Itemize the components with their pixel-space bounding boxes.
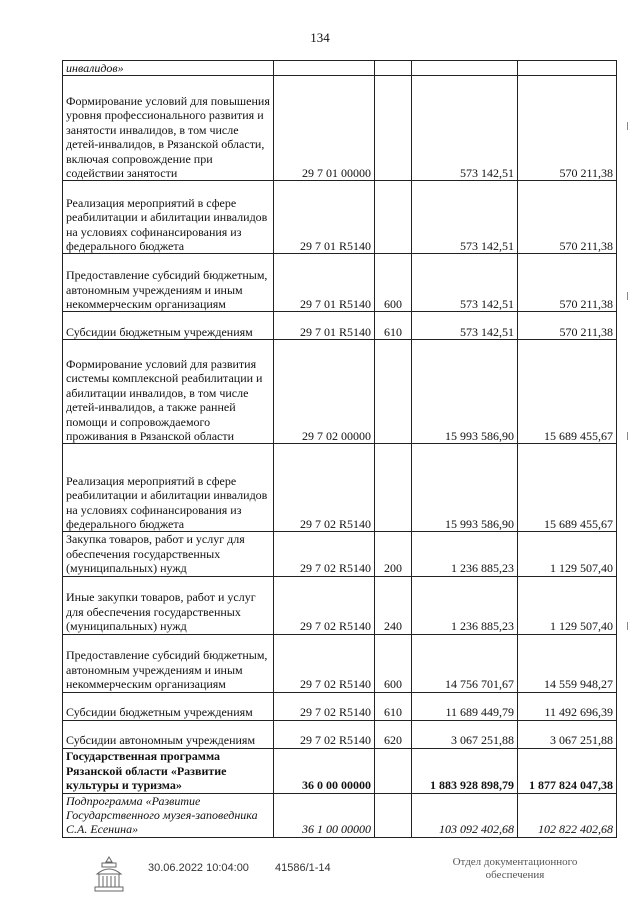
row-amount-1-cell: 573 142,51 — [412, 254, 518, 312]
margin-mark — [627, 122, 628, 130]
row-amount-1-cell: 573 142,51 — [412, 312, 518, 340]
row-code-cell: 29 7 02 R5140 — [274, 576, 375, 634]
row-amount-2-cell: 570 211,38 — [518, 312, 617, 340]
table-row — [63, 793, 617, 837]
footer-department — [440, 856, 590, 882]
row-name-cell: Государственная программа Рязанской области «Развитие культуры и туризма» — [63, 748, 274, 793]
row-amount-1-cell: 1 236 885,23 — [412, 532, 518, 576]
row-code-cell: 29 7 02 R5140 — [274, 634, 375, 692]
row-code-cell: 29 7 01 00000 — [274, 76, 375, 181]
row-amount-2-cell: 1 129 507,40 — [518, 576, 617, 634]
row-expense-type-cell: 610 — [375, 312, 412, 340]
row-name-cell: Формирование условий для повышения уровня профессионального развития и занятости инвалидов, в том числе детей-инвалидов, в Рязанской области, включая сопровождение при содействии занятости — [63, 76, 274, 181]
row-name-cell: Формирование условий для развития системы комплексной реабилитации и абилитации инвалидов, в том числе детей-инвалидов, а также ранней помощи и сопровождаемого проживания в Рязанской области — [63, 340, 274, 444]
row-amount-2-cell: 102 822 402,68 — [518, 793, 617, 837]
table-row — [63, 444, 617, 532]
row-name-cell: Предоставление субсидий бюджетным, автономным учреждениям и иным некоммерческим организациям — [63, 254, 274, 312]
row-amount-1-cell: 1 883 928 898,79 — [412, 748, 518, 793]
row-name-cell: Подпрограмма «Развитие Государственного музея-заповедника С.А. Есенина» — [63, 793, 274, 837]
row-code-cell: 29 7 01 R5140 — [274, 181, 375, 254]
row-expense-type-cell: 600 — [375, 634, 412, 692]
row-amount-2-cell: 15 689 455,67 — [518, 340, 617, 444]
row-expense-type-cell — [375, 444, 412, 532]
row-code-cell: 29 7 01 R5140 — [274, 254, 375, 312]
row-code-cell: 29 7 01 R5140 — [274, 312, 375, 340]
row-expense-type-cell: 610 — [375, 692, 412, 720]
margin-mark — [627, 622, 628, 630]
margin-mark — [627, 292, 628, 300]
table-row — [63, 576, 617, 634]
page-footer — [0, 850, 640, 905]
row-code-cell: 29 7 02 00000 — [274, 340, 375, 444]
margin-mark — [627, 432, 628, 440]
table-row — [63, 720, 617, 748]
row-name-cell: Реализация мероприятий в сфере реабилитации и абилитации инвалидов на условиях софинансирования из федерального бюджета — [63, 444, 274, 532]
row-code-cell: 29 7 02 R5140 — [274, 532, 375, 576]
row-amount-2-cell: 1 129 507,40 — [518, 532, 617, 576]
row-name-cell: инвалидов» — [63, 61, 274, 76]
row-code-cell: 29 7 02 R5140 — [274, 720, 375, 748]
footer-datetime: 30.06.2022 10:04:00 — [148, 862, 249, 874]
budget-table-body — [63, 61, 617, 838]
row-amount-2-cell: 3 067 251,88 — [518, 720, 617, 748]
footer-department-line2: обеспечения — [485, 869, 545, 881]
row-amount-2-cell: 14 559 948,27 — [518, 634, 617, 692]
government-building-icon — [92, 854, 126, 894]
row-name-cell: Субсидии автономным учреждениям — [63, 720, 274, 748]
row-amount-2-cell: 570 211,38 — [518, 181, 617, 254]
row-amount-2-cell: 15 689 455,67 — [518, 444, 617, 532]
table-row — [63, 634, 617, 692]
row-expense-type-cell: 200 — [375, 532, 412, 576]
row-code-cell: 36 1 00 00000 — [274, 793, 375, 837]
row-amount-1-cell: 15 993 586,90 — [412, 340, 518, 444]
table-row — [63, 312, 617, 340]
table-row — [63, 61, 617, 76]
row-amount-1-cell: 103 092 402,68 — [412, 793, 518, 837]
row-amount-1-cell: 11 689 449,79 — [412, 692, 518, 720]
row-amount-1-cell: 3 067 251,88 — [412, 720, 518, 748]
row-name-cell: Субсидии бюджетным учреждениям — [63, 312, 274, 340]
row-amount-1-cell: 573 142,51 — [412, 181, 518, 254]
row-amount-2-cell: 570 211,38 — [518, 254, 617, 312]
footer-document-number: 41586/1-14 — [275, 862, 331, 874]
row-expense-type-cell — [375, 181, 412, 254]
row-amount-2-cell: 11 492 696,39 — [518, 692, 617, 720]
row-amount-2-cell: 1 877 824 047,38 — [518, 748, 617, 793]
row-name-cell: Иные закупки товаров, работ и услуг для обеспечения государственных (муниципальных) нужд — [63, 576, 274, 634]
row-name-cell: Предоставление субсидий бюджетным, автономным учреждениям и иным некоммерческим организациям — [63, 634, 274, 692]
row-amount-2-cell — [518, 61, 617, 76]
row-expense-type-cell — [375, 61, 412, 76]
row-expense-type-cell: 600 — [375, 254, 412, 312]
table-row — [63, 340, 617, 444]
row-code-cell: 29 7 02 R5140 — [274, 692, 375, 720]
row-name-cell: Субсидии бюджетным учреждениям — [63, 692, 274, 720]
row-expense-type-cell: 240 — [375, 576, 412, 634]
row-amount-1-cell: 1 236 885,23 — [412, 576, 518, 634]
row-amount-2-cell: 570 211,38 — [518, 76, 617, 181]
row-expense-type-cell — [375, 76, 412, 181]
table-row — [63, 181, 617, 254]
row-expense-type-cell — [375, 793, 412, 837]
budget-table — [62, 60, 617, 838]
row-amount-1-cell: 14 756 701,67 — [412, 634, 518, 692]
row-name-cell: Реализация мероприятий в сфере реабилитации и абилитации инвалидов на условиях софинансирования из федерального бюджета — [63, 181, 274, 254]
table-row — [63, 532, 617, 576]
table-row — [63, 76, 617, 181]
row-code-cell: 36 0 00 00000 — [274, 748, 375, 793]
row-amount-1-cell: 573 142,51 — [412, 76, 518, 181]
row-expense-type-cell: 620 — [375, 720, 412, 748]
table-row — [63, 692, 617, 720]
table-row — [63, 748, 617, 793]
row-amount-1-cell — [412, 61, 518, 76]
row-code-cell: 29 7 02 R5140 — [274, 444, 375, 532]
table-row — [63, 254, 617, 312]
row-amount-1-cell: 15 993 586,90 — [412, 444, 518, 532]
row-expense-type-cell — [375, 340, 412, 444]
row-name-cell: Закупка товаров, работ и услуг для обеспечения государственных (муниципальных) нужд — [63, 532, 274, 576]
page-number: 134 — [310, 30, 330, 45]
row-expense-type-cell — [375, 748, 412, 793]
row-code-cell — [274, 61, 375, 76]
footer-department-line1: Отдел документационного — [452, 856, 578, 868]
